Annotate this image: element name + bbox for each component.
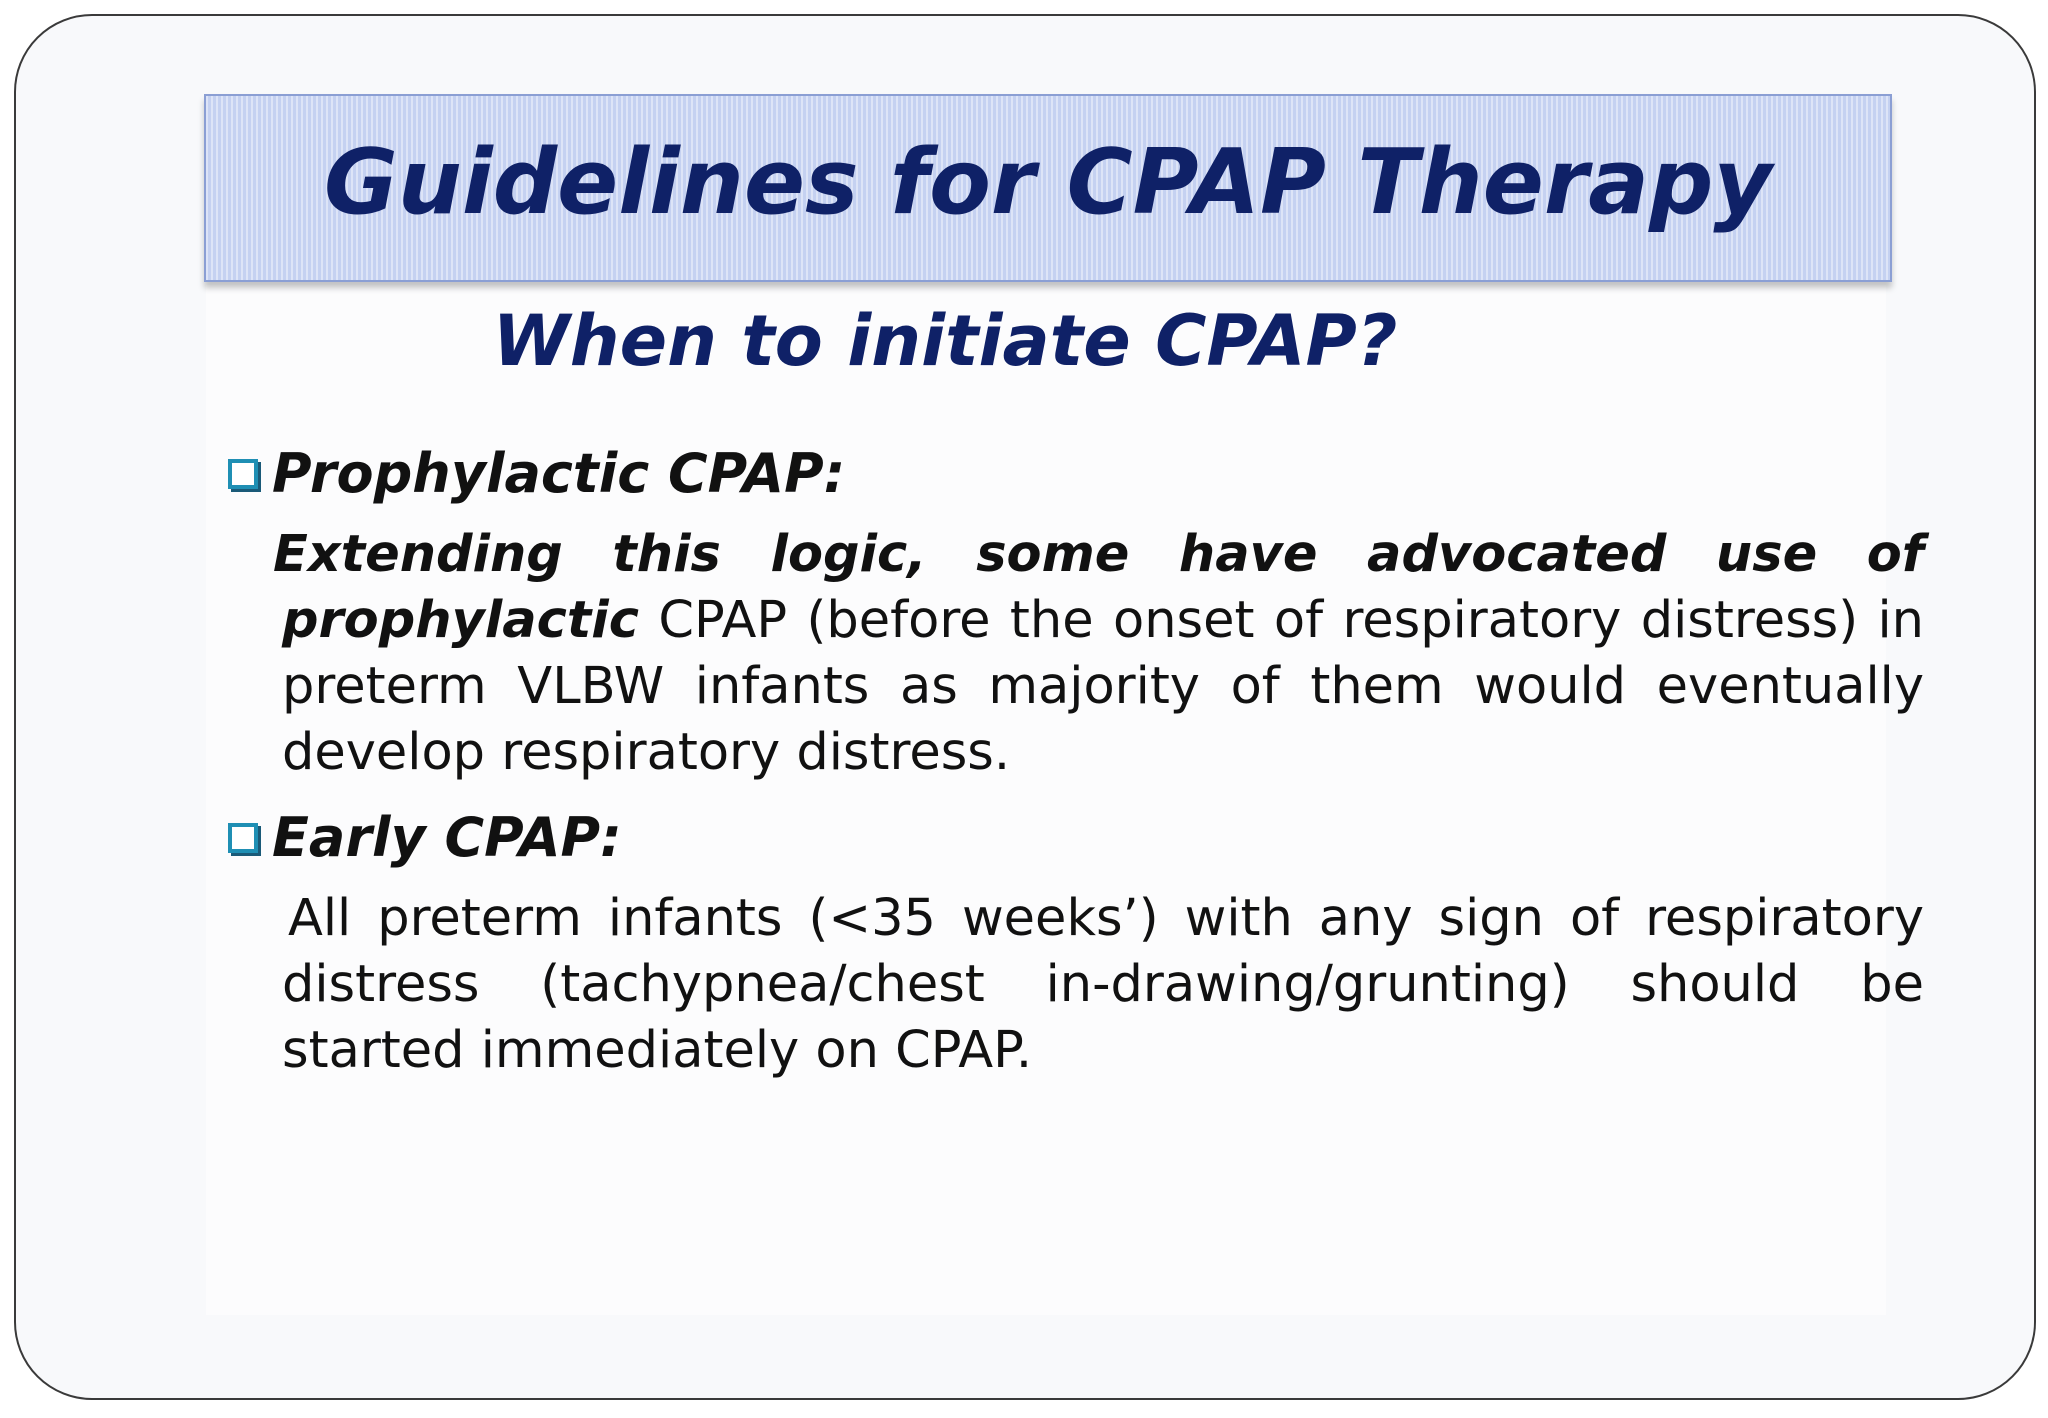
section-body-early: All preterm infants (<35 weeks’) with any sign of respiratory distress (tachypnea/chest in-drawing/grunting) should be started immediately on CPAP. — [282, 889, 1924, 1080]
section-heading-label: Early CPAP: — [272, 806, 622, 869]
section-heading-prophylactic — [228, 442, 845, 505]
section-body-emphasis: Extending this logic, some have advocated use of prophylactic — [273, 525, 1924, 650]
slide-title: Guidelines for CPAP Therapy — [323, 129, 1773, 235]
title-banner — [204, 94, 1892, 282]
section-body-text: CPAP (before the onset of respiratory distress) in preterm VLBW infants as majority of them would eventually develop respiratory distress. — [282, 591, 1924, 782]
section-heading-early — [228, 806, 622, 869]
section-heading-label: Prophylactic CPAP: — [272, 442, 846, 505]
content-panel — [206, 285, 1886, 1315]
slide-subtitle: When to initiate CPAP? — [492, 300, 1398, 382]
section-body-prophylactic — [273, 522, 1924, 786]
checkbox-bullet-icon — [228, 459, 258, 489]
checkbox-bullet-icon — [228, 823, 258, 853]
